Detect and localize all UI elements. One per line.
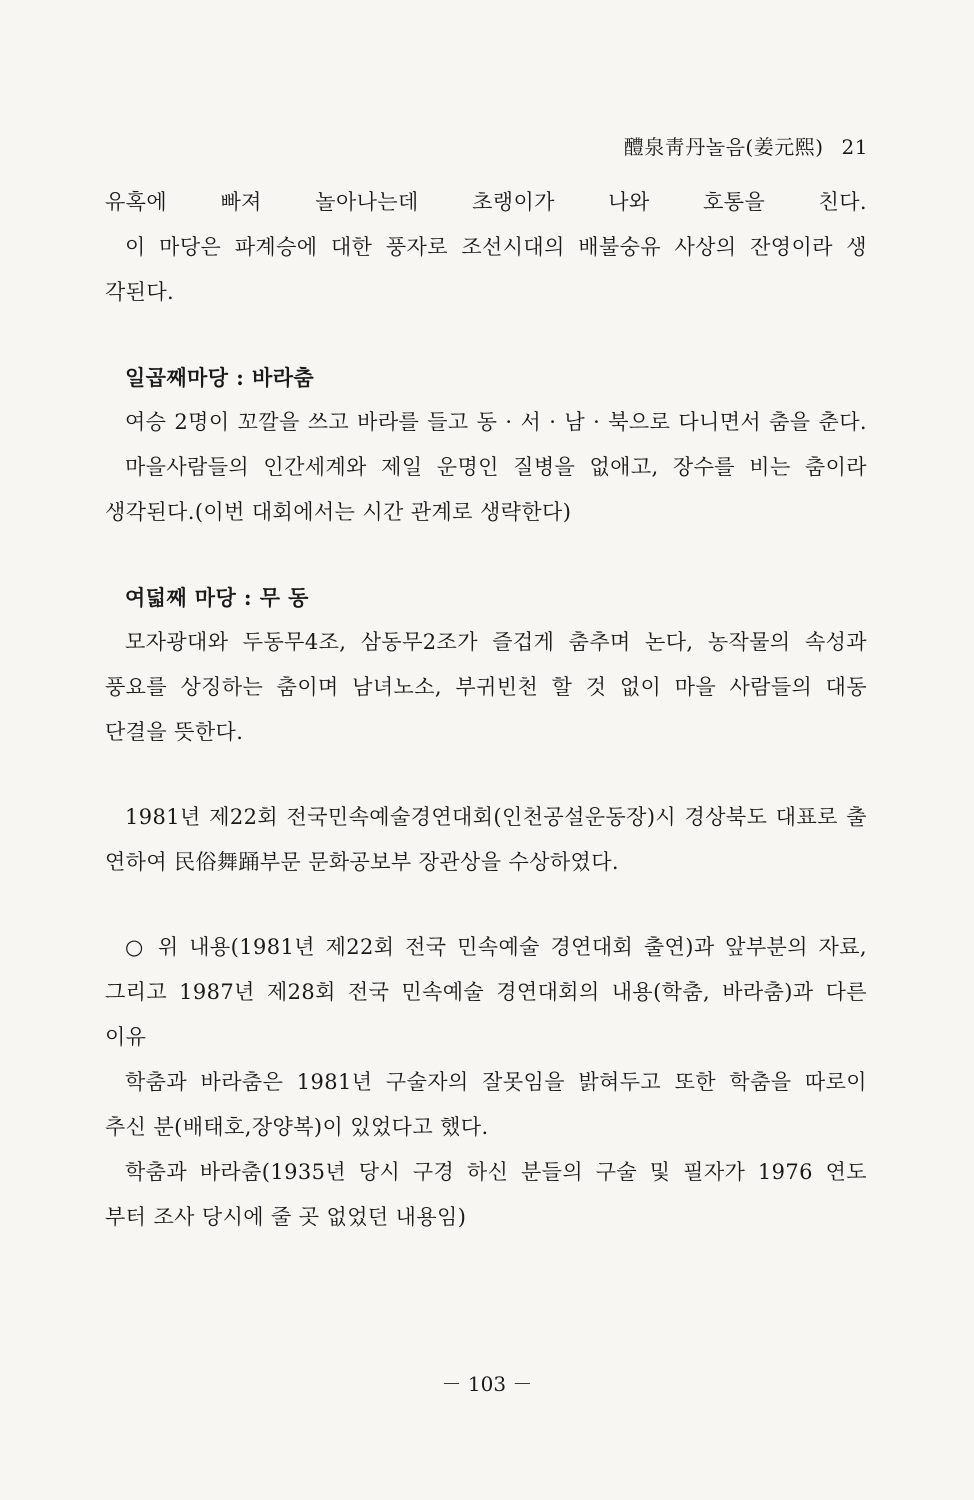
header-title: 醴泉靑丹놀음(姜元熙): [623, 135, 824, 159]
section-heading-7: 일곱째마당 : 바라춤: [125, 365, 315, 390]
running-header: [624, 131, 868, 160]
body-text: [105, 180, 867, 1240]
paragraph-line: 생각된다.(이번 대회에서는 시간 관계로 생략한다): [105, 500, 572, 524]
paragraph-line: 부터 조사 당시에 줄 곳 없었던 내용임): [105, 1205, 467, 1229]
page-number-footer: － 103 －: [441, 1372, 533, 1396]
paragraph-line: 학춤과 바라춤은 1981년 구술자의 잘못임을 밝혀두고 또한 학춤을 따로이: [125, 1070, 867, 1094]
paragraph-line: 단결을 뜻한다.: [105, 720, 244, 744]
paragraph-line: 모자광대와 두동무4조, 삼동무2조가 즐겁게 춤추며 논다, 농작물의 속성과: [125, 630, 867, 654]
paragraph-line: 연하여 民俗舞踊부문 문화공보부 장관상을 수상하였다.: [105, 850, 620, 874]
paragraph-line: 이 마당은 파계승에 대한 풍자로 조선시대의 배불숭유 사상의 잔영이라 생: [125, 235, 867, 259]
section-heading-8: 여덟째 마당 : 무 동: [125, 585, 309, 610]
paragraph-line: 마을사람들의 인간세계와 제일 운명인 질병을 없애고, 장수를 비는 춤이라: [125, 455, 867, 479]
note-line: 이유: [105, 1025, 147, 1049]
header-page-number: 21: [841, 135, 868, 159]
paragraph-line: 각된다.: [105, 280, 175, 304]
note-line: ○ 위 내용(1981년 제22회 전국 민속예술 경연대회 출연)과 앞부분의 자료,: [125, 935, 867, 959]
paragraph-line: 풍요를 상징하는 춤이며 남녀노소, 부귀빈천 할 것 없이 마을 사람들의 대동: [105, 675, 867, 699]
paragraph-line: 1981년 제22회 전국민속예술경연대회(인천공설운동장)시 경상북도 대표로 출: [125, 805, 867, 829]
paragraph-line: 유혹에 빠져 놀아나는데 초랭이가 나와 호통을 친다.: [105, 190, 867, 214]
paragraph-line: 추신 분(배태호,장양복)이 있었다고 했다.: [105, 1115, 489, 1139]
paragraph-line: 여승 2명이 꼬깔을 쓰고 바라를 들고 동 · 서 · 남 · 북으로 다니면서 춤을 춘다.: [125, 410, 867, 434]
paragraph-line: 학춤과 바라춤(1935년 당시 구경 하신 분들의 구술 및 필자가 1976 연도: [125, 1160, 867, 1184]
note-line: 그리고 1987년 제28회 전국 민속예술 경연대회의 내용(학춤, 바라춤)과 다른: [105, 980, 867, 1004]
